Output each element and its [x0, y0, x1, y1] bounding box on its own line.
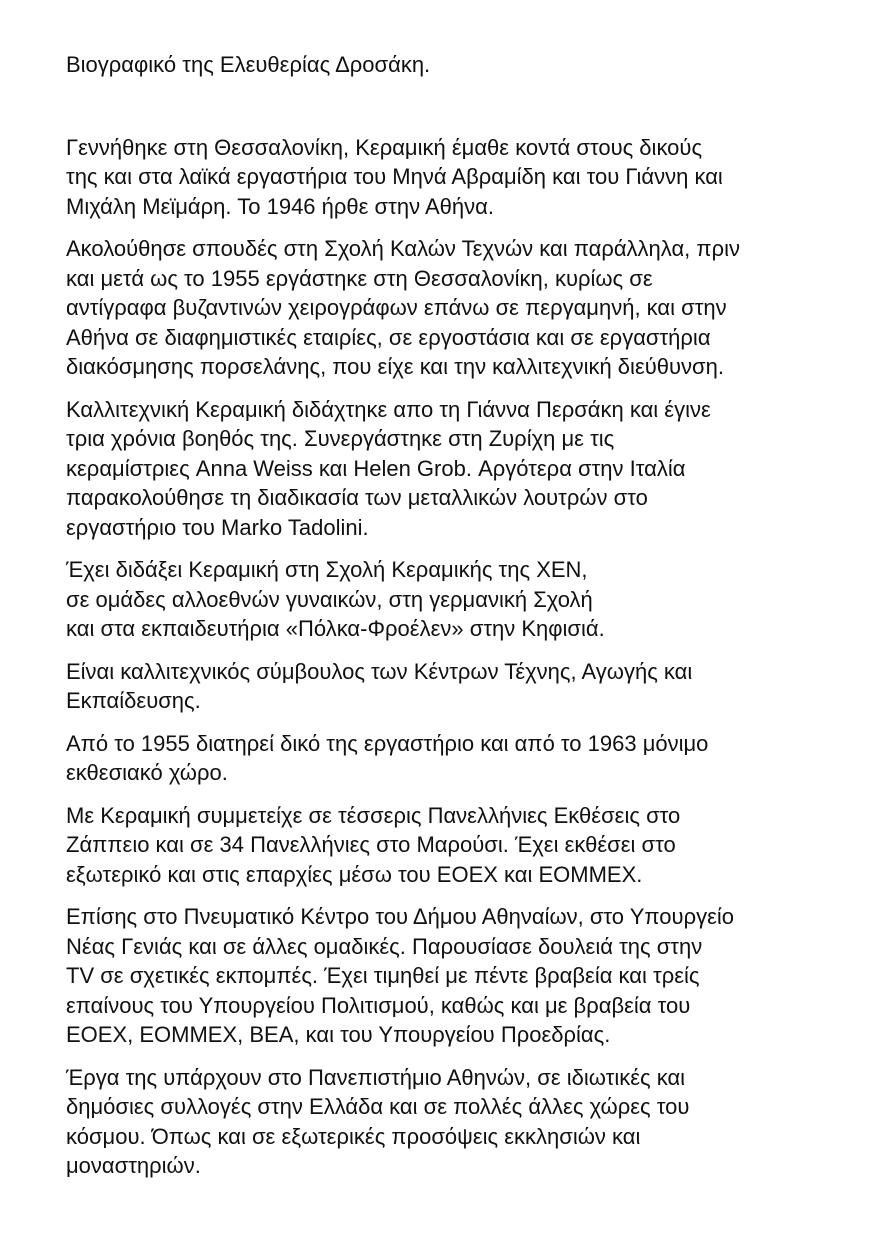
text-line: παρακολούθησε τη διαδικασία των μεταλλικών λουτρών στο	[66, 485, 648, 510]
text-line: Μιχάλη Μεϊμάρη. Το 1946 ήρθε στην Αθήνα.	[66, 193, 494, 219]
text-line: Επίσης στο Πνευματικό Κέντρο του Δήμου Αθηναίων, στο Υπουργείο	[66, 904, 735, 929]
text-line: εργαστήριο του Marko Tadolini.	[66, 514, 369, 540]
text-line: Γεννήθηκε στη Θεσσαλονίκη, Κεραμική έμαθε κοντά στους δικούς	[66, 134, 703, 160]
text-line: Νέας Γενιάς και σε άλλες ομαδικές. Παρουσίασε δουλειά της στην	[66, 933, 703, 959]
text-line: διακόσμησης πορσελάνης, που είχε και την καλλιτεχνική διεύθυνση.	[66, 354, 724, 379]
text-line: κεραμίστριες Anna Weiss και Helen Grob. Αργότερα στην Ιταλία	[66, 455, 686, 481]
text-line: Καλλιτεχνική Κεραμική διδάχτηκε απο τη Γιάννα Περσάκη και έγινε	[66, 396, 711, 422]
text-line: της και στα λαϊκά εργαστήρια του Μηνά Αβραμίδη και του Γιάννη και	[66, 164, 723, 189]
text-line: Με Κεραμική συμμετείχε σε τέσσερις Πανελλήνιες Εκθέσεις στο	[66, 802, 681, 828]
text-line: Ακολούθησε σπουδές στη Σχολή Καλών Τεχνών και παράλληλα, πριν	[66, 236, 740, 261]
text-line: και στα εκπαιδευτήρια «Πόλκα-Φροέλεν» στην Κηφισιά.	[66, 616, 605, 641]
paragraph	[66, 729, 856, 788]
text-line: αντίγραφα βυζαντινών χειρογράφων επάνω σε περγαμηνή, και στην	[66, 295, 727, 320]
document-page	[66, 50, 856, 1194]
text-line: Από το 1955 διατηρεί δικό της εργαστήριο και από το 1963 μόνιμο	[66, 730, 709, 756]
paragraph	[66, 234, 856, 382]
text-line: Εκπαίδευσης.	[66, 688, 201, 713]
document-title: Βιογραφικό της Ελευθερίας Δροσάκη.	[66, 52, 431, 77]
text-line: Αθήνα σε διαφημιστικές εταιρίες, σε εργοστάσια και σε εργαστήρια	[66, 324, 711, 350]
paragraph	[66, 902, 856, 1050]
paragraph	[66, 133, 856, 222]
text-line: και μετά ως το 1955 εργάστηκε στη Θεσσαλονίκη, κυρίως σε	[66, 265, 653, 291]
text-line: εκθεσιακό χώρο.	[66, 760, 228, 785]
text-line: Έχει διδάξει Κεραμική στη Σχολή Κεραμικής της ΧΕΝ,	[66, 557, 588, 582]
text-line: Έργα της υπάρχουν στο Πανεπιστήμιο Αθηνών, σε ιδιωτικές και	[66, 1064, 686, 1090]
text-line: τρια χρόνια βοηθός της. Συνεργάστηκε στη Ζυρίχη με τις	[66, 426, 615, 451]
text-line: επαίνους του Υπουργείου Πολιτισμού, καθώς και με βραβεία του	[66, 992, 691, 1018]
text-line: δημόσιες συλλογές στην Ελλάδα και σε πολλές άλλες χώρες του	[66, 1094, 690, 1119]
paragraph	[66, 657, 856, 716]
document-body	[66, 133, 856, 1181]
paragraph	[66, 801, 856, 890]
text-line: σε ομάδες αλλοεθνών γυναικών, στη γερμανική Σχολή	[66, 586, 593, 612]
text-line: Είναι καλλιτεχνικός σύμβουλος των Κέντρων Τέχνης, Αγωγής και	[66, 658, 693, 684]
paragraph	[66, 395, 856, 543]
text-line: TV σε σχετικές εκπομπές. Έχει τιμηθεί με πέντε βραβεία και τρείς	[66, 963, 700, 988]
paragraph	[66, 555, 856, 644]
text-line: Ζάππειο και σε 34 Πανελλήνιες στο Μαρούσι. Έχει εκθέσει στο	[66, 832, 676, 857]
text-line: μοναστηριών.	[66, 1153, 201, 1178]
text-line: εξωτερικό και στις επαρχίες μέσω του ΕΟΕΧ και ΕΟΜΜΕΧ.	[66, 861, 643, 887]
paragraph	[66, 1063, 856, 1181]
text-line: κόσμου. Όπως και σε εξωτερικές προσόψεις εκκλησιών και	[66, 1123, 641, 1149]
text-line: ΕΟΕΧ, ΕΟΜΜΕΧ, ΒΕΑ, και του Υπουργείου Προεδρίας.	[66, 1022, 611, 1047]
